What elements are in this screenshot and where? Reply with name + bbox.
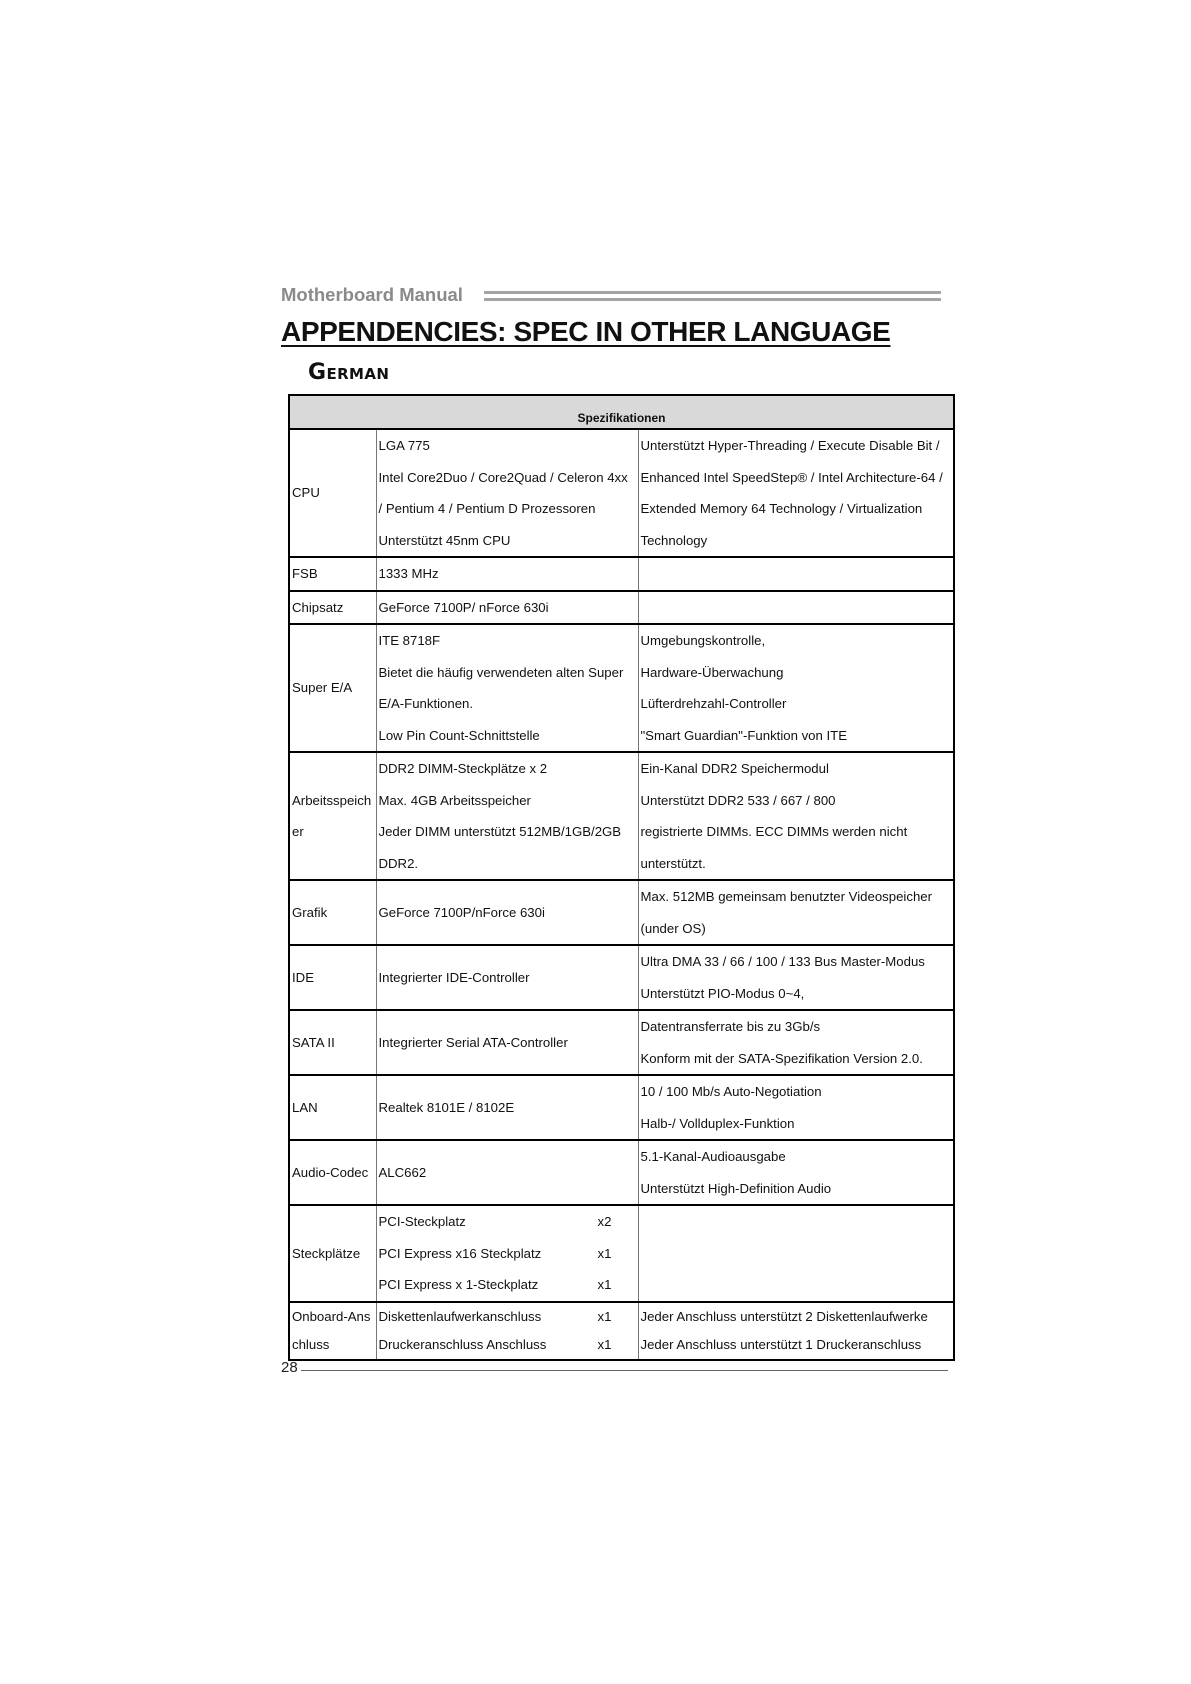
cell-line: 5.1-Kanal-Audioausgabe (640, 1149, 786, 1164)
slot-name: PCI-Steckplatz (378, 1214, 466, 1229)
table-row-slots (289, 1205, 954, 1302)
row-label (289, 1302, 376, 1360)
table-row-lan (289, 1075, 954, 1140)
row-label: Grafik (289, 880, 376, 945)
row-label: SATA II (289, 1010, 376, 1075)
page-footer (281, 1359, 948, 1379)
super-io-specs (376, 624, 638, 752)
running-header-title: Motherboard Manual (281, 284, 463, 305)
table-row-audio (289, 1140, 954, 1205)
cell-line: Unterstützt 45nm CPU (378, 532, 511, 548)
table-heading (289, 395, 954, 429)
connector-item (379, 1303, 638, 1331)
row-label: Audio-Codec (289, 1140, 376, 1205)
cell-line: Max. 512MB gemeinsam benutzter Videospeicher (640, 889, 933, 904)
cell-line: Bietet die häufig verwendeten alten Super (378, 664, 624, 680)
cell-line: 10 / 100 Mb/s Auto-Negotiation (640, 1084, 822, 1099)
cell-line: Umgebungskontrolle, (640, 633, 766, 648)
cell-line: DDR2 DIMM-Steckplätze x 2 (378, 761, 548, 776)
cell-line: Unterstützt High-Definition Audio (640, 1180, 832, 1196)
slot-item (379, 1206, 638, 1238)
memory-specs (376, 752, 638, 880)
slot-quantity: x1 (597, 1245, 612, 1261)
connector-item (379, 1331, 638, 1359)
slot-quantity: x1 (597, 1277, 612, 1292)
chipset-value: GeForce 7100P/ nForce 630i (376, 591, 638, 625)
cell-line: ITE 8718F (378, 633, 441, 648)
table-row-sata (289, 1010, 954, 1075)
table-heading-text: Spezifikationen (577, 411, 666, 425)
label-line: Arbeitsspeich (292, 792, 372, 808)
table-row-onboard (289, 1302, 954, 1360)
slot-name: PCI Express x16 Steckplatz (378, 1245, 542, 1261)
cell-line: Low Pin Count-Schnittstelle (378, 727, 540, 743)
sata-features (638, 1010, 954, 1075)
cell-line: Max. 4GB Arbeitsspeicher (378, 792, 531, 808)
slot-name: PCI Express x 1-Steckplatz (378, 1277, 539, 1292)
cell-line: Enhanced Intel SpeedStep® / Intel Architecture-64 / (640, 469, 943, 485)
cell-line: Jeder DIMM unterstützt 512MB/1GB/2GB (378, 824, 622, 839)
sata-value: Integrierter Serial ATA-Controller (376, 1010, 638, 1075)
slot-item (379, 1238, 638, 1270)
connector-name: Druckeranschluss Anschluss (378, 1336, 547, 1352)
row-label: CPU (289, 429, 376, 557)
lan-value: Realtek 8101E / 8102E (376, 1075, 638, 1140)
super-io-features (638, 624, 954, 752)
audio-features (638, 1140, 954, 1205)
audio-value: ALC662 (376, 1140, 638, 1205)
slots-list (376, 1205, 638, 1302)
running-header (281, 284, 943, 308)
label-line: er (292, 824, 304, 839)
cell-line: (under OS) (640, 920, 706, 936)
onboard-features (638, 1302, 954, 1360)
cpu-features (638, 429, 954, 557)
label-line: Onboard-Ans (292, 1308, 371, 1324)
table-row-ide (289, 945, 954, 1010)
onboard-list (376, 1302, 638, 1360)
cell-line: Unterstützt DDR2 533 / 667 / 800 (640, 792, 836, 808)
fsb-value: 1333 MHz (376, 557, 638, 591)
row-label: IDE (289, 945, 376, 1010)
row-label: Steckplätze (289, 1205, 376, 1302)
connector-name: Diskettenlaufwerkanschluss (378, 1308, 542, 1324)
cell-line: Jeder Anschluss unterstützt 1 Druckeranschluss (640, 1336, 922, 1352)
connector-quantity: x1 (597, 1308, 612, 1324)
table-header-row (289, 395, 954, 429)
ide-features (638, 945, 954, 1010)
slot-item (379, 1269, 638, 1301)
page-title: APPENDENCIES: SPEC IN OTHER LANGUAGE (281, 316, 891, 347)
connector-quantity: x1 (597, 1336, 612, 1352)
cell-line: registrierte DIMMs. ECC DIMMs werden nicht (640, 824, 908, 839)
memory-features (638, 752, 954, 880)
row-label: FSB (289, 557, 376, 591)
slot-quantity: x2 (597, 1214, 612, 1229)
cell-line: / Pentium 4 / Pentium D Prozessoren (378, 501, 596, 516)
table-row-fsb (289, 557, 954, 591)
chipset-notes (638, 591, 954, 625)
table-row-memory (289, 752, 954, 880)
cpu-specs (376, 429, 638, 557)
cell-line: Extended Memory 64 Technology / Virtualization (640, 501, 923, 516)
table-row-super-io (289, 624, 954, 752)
table-row-graphics (289, 880, 954, 945)
header-double-rule (484, 291, 941, 301)
cell-line: "Smart Guardian"-Funktion von ITE (640, 727, 848, 743)
cell-line: Datentransferrate bis zu 3Gb/s (640, 1019, 821, 1034)
cell-line: unterstützt. (640, 855, 706, 871)
fsb-notes (638, 557, 954, 591)
row-label: LAN (289, 1075, 376, 1140)
row-label: Chipsatz (289, 591, 376, 625)
row-label: Super E/A (289, 624, 376, 752)
cell-line: E/A-Funktionen. (378, 696, 474, 711)
cell-line: Unterstützt Hyper-Threading / Execute Disable Bit / (640, 438, 940, 453)
label-line: chluss (292, 1336, 330, 1352)
cell-line: Ultra DMA 33 / 66 / 100 / 133 Bus Master-Modus (640, 954, 925, 969)
cell-line: Intel Core2Duo / Core2Quad / Celeron 4xx (378, 469, 628, 485)
page-number: 28 (281, 1359, 298, 1376)
cell-line: Hardware-Überwachung (640, 664, 784, 680)
cell-line: Jeder Anschluss unterstützt 2 Diskettenlaufwerke (640, 1308, 928, 1324)
cell-line: LGA 775 (378, 438, 430, 453)
cell-line: Konform mit der SATA-Spezifikation Version 2.0. (640, 1050, 923, 1066)
cell-line: Halb-/ Vollduplex-Funktion (640, 1115, 795, 1131)
ide-value: Integrierter IDE-Controller (376, 945, 638, 1010)
row-label (289, 752, 376, 880)
cell-line: Technology (640, 532, 708, 548)
cell-line: Ein-Kanal DDR2 Speichermodul (640, 761, 829, 776)
section-title: German (308, 360, 390, 385)
cell-line: Lüfterdrehzahl-Controller (640, 696, 787, 711)
lan-features (638, 1075, 954, 1140)
table-row-cpu (289, 429, 954, 557)
cell-line: Unterstützt PIO-Modus 0~4, (640, 985, 805, 1001)
graphics-features (638, 880, 954, 945)
table-row-chipset (289, 591, 954, 625)
graphics-value: GeForce 7100P/nForce 630i (376, 880, 638, 945)
cell-line: DDR2. (378, 855, 419, 871)
spec-table (288, 394, 955, 1361)
footer-rule (301, 1370, 948, 1371)
slots-notes (638, 1205, 954, 1302)
